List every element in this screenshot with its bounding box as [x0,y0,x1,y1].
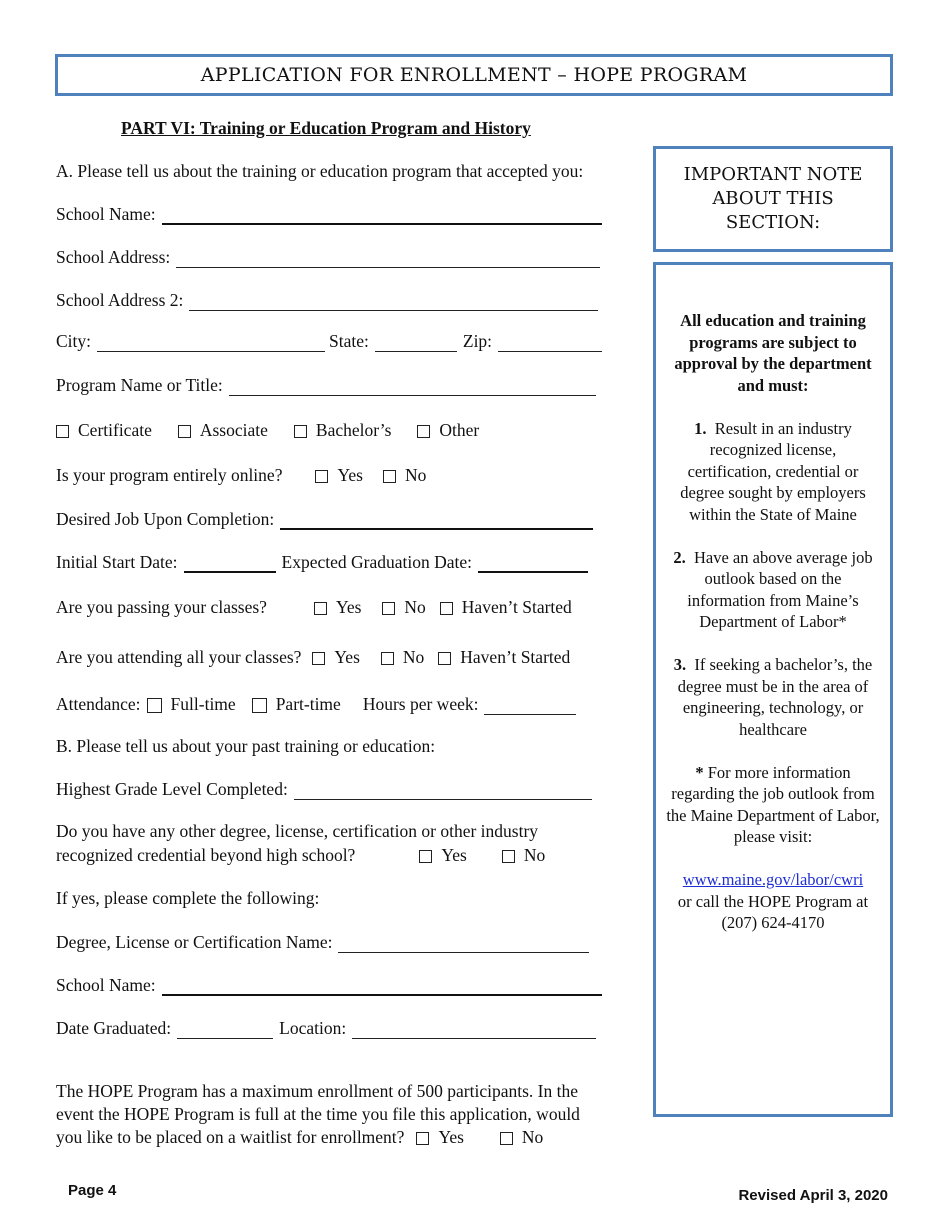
school-address-field[interactable] [176,250,600,268]
yes-label: Yes [337,465,363,485]
school-name-row [56,203,602,225]
checkbox[interactable] [417,425,430,438]
yes-label: Yes [334,647,360,667]
havent-started-label: Haven’t Started [461,597,572,617]
call-text: or call the HOPE Program at (207) 624-4170 [677,891,869,932]
part-time-label: Part-time [275,694,341,714]
other-degree-no-option[interactable] [502,845,545,866]
checkbox[interactable] [416,1132,429,1145]
dates-row [56,551,588,573]
school-address-2-field[interactable] [189,293,598,311]
full-time-label: Full-time [170,694,236,714]
program-type-row [56,419,479,441]
highest-grade-row [56,778,592,800]
credential-name-field[interactable] [338,935,589,953]
waitlist-row [56,1126,543,1148]
checkbox[interactable] [314,602,327,615]
other-degree-row [56,844,545,866]
checkbox[interactable] [382,602,395,615]
city-state-zip-row [56,330,602,352]
credential-name-label: Degree, License or Certification Name: [56,932,333,952]
passing-question: Are you passing your classes? [56,597,267,617]
checkbox[interactable] [252,698,267,713]
city-label: City: [56,331,92,351]
footnote-text: For more information regarding the job outlook from the Maine Department of Labor, please visit: [666,762,880,846]
online-question: Is your program entirely online? [56,465,283,485]
requirement-2 [666,547,880,633]
no-label: No [404,597,426,617]
cwri-link[interactable]: www.maine.gov/labor/cwri [682,870,864,889]
school-address-row [56,246,600,268]
part-heading: PART VI: Training or Education Program and History [121,118,531,138]
contact-info [666,869,880,934]
attending-question: Are you attending all your classes? [56,647,302,667]
requirement-2-number: 2. [673,547,686,567]
school-name-label: School Name: [56,204,156,224]
online-row [56,464,426,486]
waitlist-text-line2: event the HOPE Program is full at the time you file this application, would [56,1104,580,1124]
passing-row [56,596,572,618]
date-graduated-field[interactable] [177,1021,273,1039]
waitlist-yes-option[interactable] [416,1127,463,1148]
expected-graduation-label: Expected Graduation Date: [281,552,472,572]
passing-yes-option[interactable] [314,597,361,618]
full-time-option[interactable] [147,694,236,715]
past-school-name-label: School Name: [56,975,156,995]
hours-per-week-label: Hours per week: [362,694,479,714]
attending-no-option[interactable] [381,647,424,668]
other-label: Other [439,420,480,440]
location-field[interactable] [352,1021,596,1039]
requirement-1-number: 1. [694,418,707,438]
attending-not-started-option[interactable] [438,647,570,668]
bachelors-option[interactable] [294,420,392,441]
no-label: No [402,647,425,667]
requirement-3 [666,654,880,740]
city-field[interactable] [97,334,325,352]
no-label: No [404,465,427,485]
other-degree-question-line2: recognized credential beyond high school? [56,845,356,865]
associate-label: Associate [199,420,268,440]
checkbox[interactable] [383,470,396,483]
desired-job-field[interactable] [280,512,593,530]
waitlist-text-line1: The HOPE Program has a maximum enrollment of 500 participants. In the [56,1081,578,1101]
school-address-label: School Address: [56,247,171,267]
requirement-1-text: Result in an industry recognized license, certification, credential or degree sought by employers within the State of Maine [680,418,866,524]
checkbox[interactable] [500,1132,513,1145]
certificate-option[interactable] [56,420,152,441]
yes-label: Yes [438,1127,464,1147]
state-label: State: [329,331,369,351]
form-title: APPLICATION FOR ENROLLMENT – HOPE PROGRAM [200,64,748,86]
program-name-field[interactable] [229,378,596,396]
state-field[interactable] [375,334,457,352]
past-school-name-field[interactable] [162,978,602,996]
requirement-2-text: Have an above average job outlook based on the information from Maine’s Department of Labor* [687,547,873,631]
program-name-row [56,374,596,396]
online-no-option[interactable] [383,465,426,486]
checkbox[interactable] [147,698,162,713]
no-label: No [523,845,546,865]
program-name-label: Program Name or Title: [56,375,223,395]
school-address-2-row [56,289,598,311]
checkbox[interactable] [294,425,307,438]
no-label: No [521,1127,544,1147]
passing-not-started-option[interactable] [440,597,572,618]
waitlist-no-option[interactable] [500,1127,543,1148]
footnote [666,762,880,848]
checkbox[interactable] [56,425,69,438]
zip-label: Zip: [462,331,493,351]
initial-start-label: Initial Start Date: [56,552,178,572]
certificate-label: Certificate [78,420,152,440]
revised-date: Revised April 3, 2020 [738,1187,888,1204]
checkbox[interactable] [178,425,191,438]
past-school-name-row [56,974,602,996]
attending-row [56,646,570,668]
part-time-option[interactable] [252,694,341,715]
online-yes-option[interactable] [315,465,362,486]
location-label: Location: [279,1018,347,1038]
yes-label: Yes [335,597,362,617]
credential-name-row [56,931,589,953]
bachelors-label: Bachelor’s [315,420,392,440]
footnote-star: * [695,762,704,782]
attendance-label: Attendance: [56,694,141,714]
yes-label: Yes [441,845,467,865]
checkbox[interactable] [381,652,394,665]
requirement-3-text: If seeking a bachelor’s, the degree must be in the area of engineering, technology, or healthcare [677,655,873,739]
section-a-intro: A. Please tell us about the training or education program that accepted you: [56,161,584,181]
initial-start-field[interactable] [184,555,276,573]
associate-option[interactable] [178,420,268,441]
checkbox[interactable] [315,470,328,483]
hours-per-week-field[interactable] [484,697,576,715]
requirements-sidebar [653,262,893,1117]
graduation-row [56,1017,596,1039]
school-address-2-label: School Address 2: [56,290,184,310]
havent-started-label: Haven’t Started [460,647,571,667]
checkbox[interactable] [440,602,453,615]
attendance-row [56,693,576,715]
attending-yes-option[interactable] [312,647,359,668]
other-degree-yes-option[interactable] [419,845,466,866]
highest-grade-label: Highest Grade Level Completed: [56,779,288,799]
school-name-field[interactable] [162,207,602,225]
checkbox[interactable] [438,652,451,665]
if-yes-instruction: If yes, please complete the following: [56,888,320,908]
section-b-intro: B. Please tell us about your past training or education: [56,736,436,756]
important-note-box [653,146,893,252]
form-title-box [55,54,893,96]
zip-field[interactable] [498,334,602,352]
highest-grade-field[interactable] [294,782,592,800]
checkbox[interactable] [502,850,515,863]
desired-job-label: Desired Job Upon Completion: [56,509,275,529]
requirement-1 [666,418,880,526]
other-option[interactable] [417,420,479,441]
page-number: Page 4 [68,1182,117,1199]
other-degree-question-line1: Do you have any other degree, license, certification or other industry [56,821,539,841]
important-note-title: IMPORTANT NOTE ABOUT THIS SECTION: [683,164,863,233]
desired-job-row [56,508,593,530]
checkbox[interactable] [419,850,432,863]
date-graduated-label: Date Graduated: [56,1018,172,1038]
expected-graduation-field[interactable] [478,555,588,573]
waitlist-text-line3: you like to be placed on a waitlist for enrollment? [56,1127,405,1147]
requirements-intro: All education and training programs are subject to approval by the department and must: [674,311,872,395]
checkbox[interactable] [312,652,325,665]
requirement-3-number: 3. [673,655,687,674]
passing-no-option[interactable] [382,597,425,618]
